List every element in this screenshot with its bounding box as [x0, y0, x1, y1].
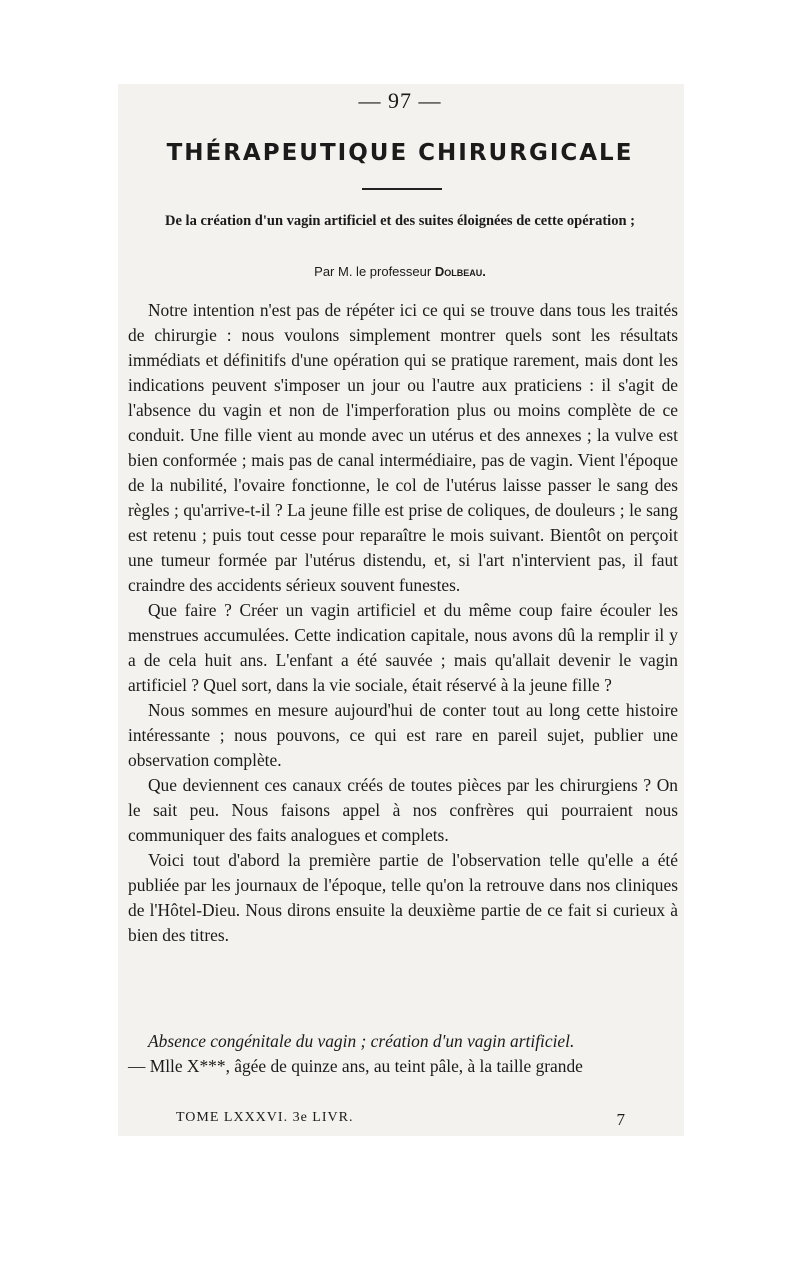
byline-author: Dolbeau. [434, 264, 486, 279]
case-first-line: — Mlle X***, âgée de quinze ans, au teint pâle, à la taille grande [128, 1056, 583, 1076]
byline [0, 264, 800, 279]
section-title: THÉRAPEUTIQUE CHIRURGICALE [166, 140, 634, 166]
article-body [128, 298, 678, 948]
paragraph: Que faire ? Créer un vagin artificiel et du même coup faire écouler les menstrues accumulées. Cette indication capitale, nous avons dû la remplir il y a de cela huit ans. L'enfant a été sauvée ; mais qu'allait devenir le vagin artificiel ? Quel sort, dans la vie sociale, était réservé à la jeune fille ? [128, 600, 678, 695]
paragraph: Nous sommes en mesure aujourd'hui de conter tout au long cette histoire intéressante ; nous pouvons, ce qui est rare en pareil sujet, publier une observation complète. [128, 700, 678, 770]
paragraph: Notre intention n'est pas de répéter ici ce qui se trouve dans tous les traités de chirurgie : nous voulons simplement montrer quels sont les résultats immédiats et définitifs d'une opération qui se pratique rarement, mais dont les indications peuvent s'imposer un jour ou l'autre aux praticiens : il s'agit de l'absence du vagin et non de l'imperforation plus ou moins complète de ce conduit. Une fille vient au monde avec un utérus et des annexes ; la vulve est bien conformée ; mais pas de canal intermédiaire, pas de vagin. Vient l'époque de la nubilité, l'ovaire fonctionne, le col de l'utérus laisse passer le sang des règles ; qu'arrive-t-il ? La jeune fille est prise de coliques, de douleurs ; le sang est retenu ; puis tout cesse pour reparaître le mois suivant. Bientôt on perçoit une tumeur formée par l'utérus distendu, et, si l'art n'intervient pas, il faut craindre des accidents sérieux souvent funestes. [128, 300, 678, 595]
footer-signature: 7 [616, 1110, 626, 1129]
page-footer [176, 1110, 626, 1129]
paragraph: Que deviennent ces canaux créés de toutes pièces par les chirurgiens ? On le sait peu. Nous faisons appel à nos confrères qui pourraient nous communiquer des faits analogues et complets. [128, 775, 678, 845]
footer-volume: TOME LXXXVI. 3e LIVR. [176, 1110, 354, 1125]
byline-prefix: Par M. le professeur [314, 264, 432, 279]
page-number: — 97 — [358, 88, 442, 113]
paragraph: Voici tout d'abord la première partie de l'observation telle qu'elle a été publiée par les journaux de l'époque, telle qu'on la retrouve dans nos cliniques de l'Hôtel-Dieu. Nous dirons ensuite la deuxième partie de ce fait si curieux à bien des titres. [128, 850, 678, 945]
title-rule [362, 188, 442, 190]
article-title: De la création d'un vagin artificiel et des suites éloignées de cette opération ; [165, 213, 635, 229]
case-title: Absence congénitale du vagin ; création d'un vagin artificiel. [148, 1031, 575, 1051]
